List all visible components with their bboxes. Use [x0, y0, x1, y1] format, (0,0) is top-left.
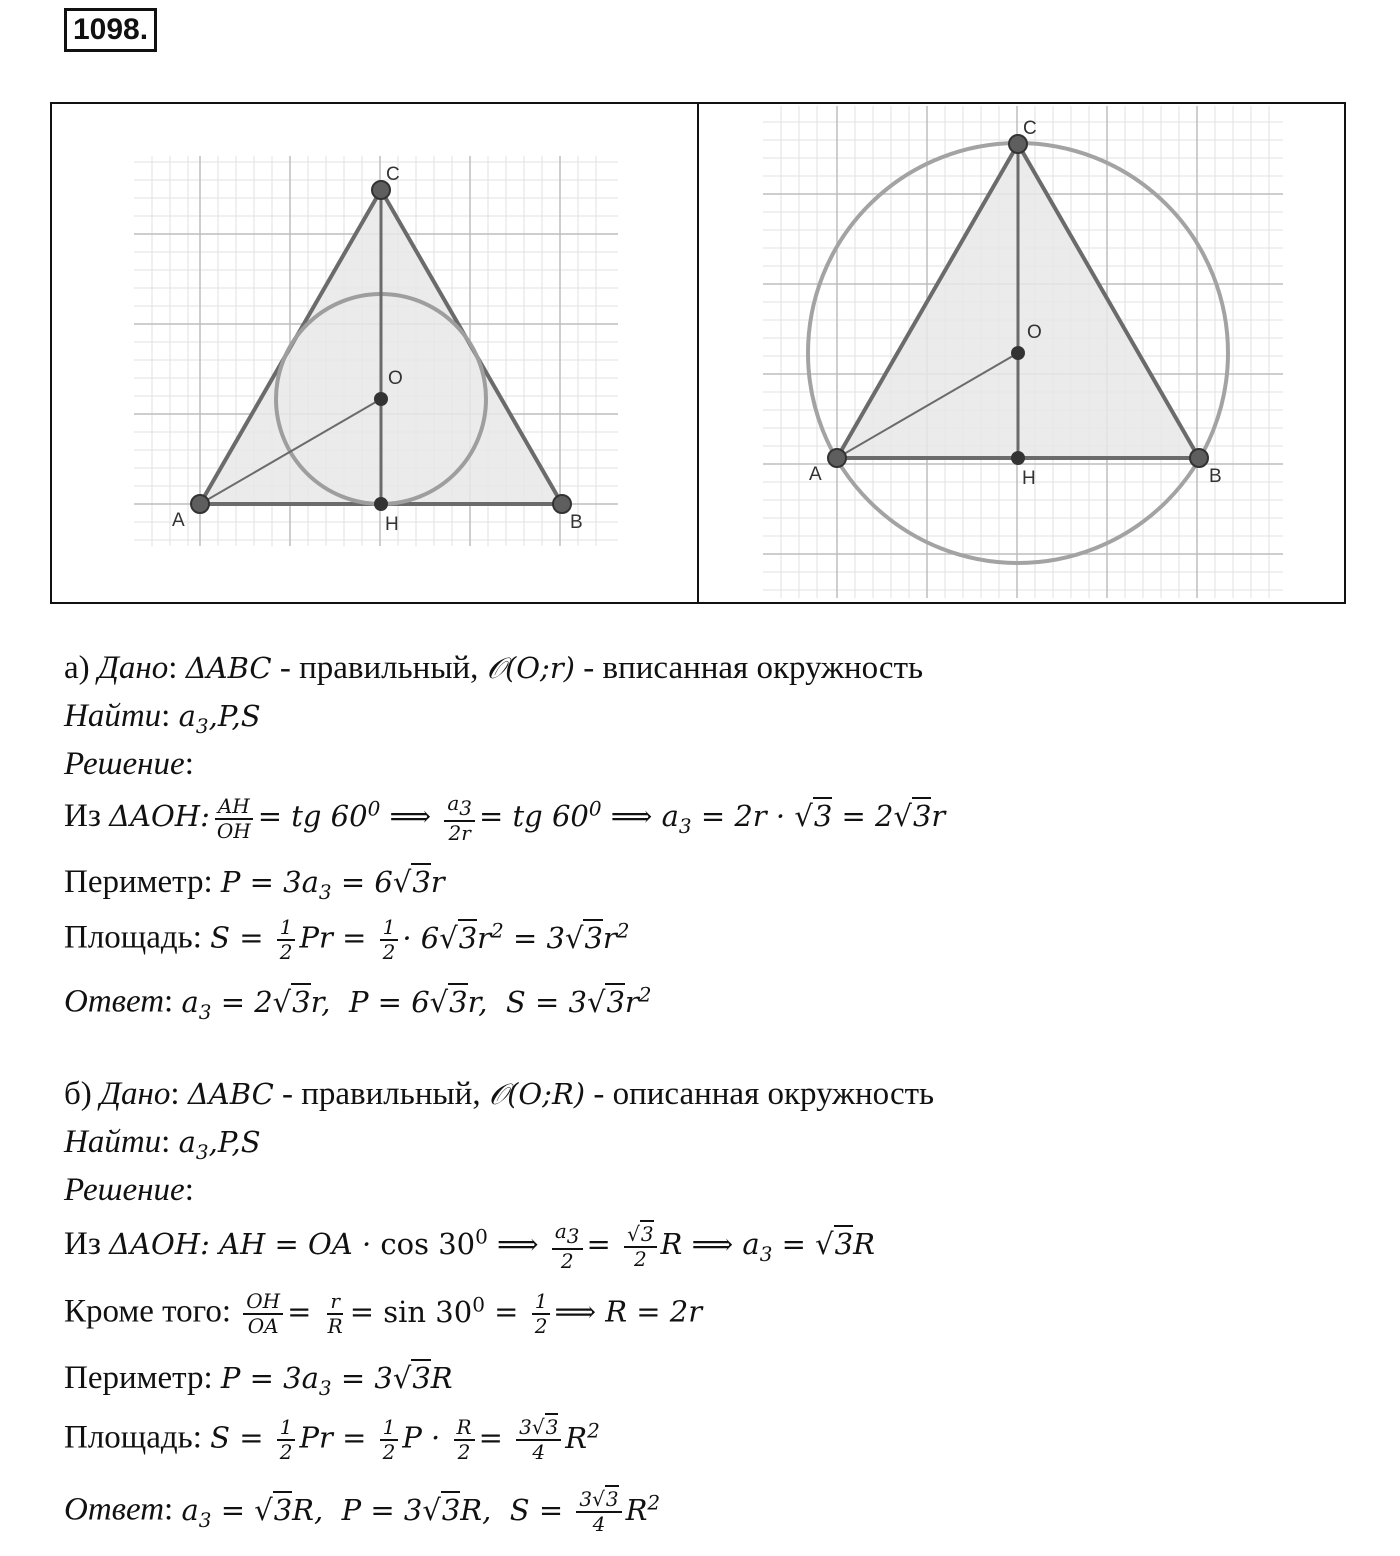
find-line-a: Найти: $a_3,P,S$: [64, 698, 261, 738]
label-c: C: [386, 164, 400, 185]
figure-circumscribed: [697, 104, 1344, 602]
point-h: [1011, 451, 1025, 465]
perimeter-line-a: Периметр: $P = 3a_3 = 6√3r$: [64, 864, 445, 904]
area-line-b: Площадь: S = $\frac{1}{2}$ Pr = $\frac{1}{2}$ P · $\frac{R}{2}$ = $\frac{3√3}{4}$ $R^2$: [64, 1415, 600, 1464]
given-label: Дано: [97, 650, 169, 686]
label-a: A: [809, 464, 822, 485]
problem-number: 1098.: [64, 8, 157, 52]
point-b: [553, 495, 571, 513]
label-a: A: [172, 510, 185, 531]
given-text: - правильный,: [279, 650, 479, 686]
solution-label-b: Решение:: [64, 1172, 194, 1208]
point-a: [828, 449, 846, 467]
figure-inscribed-svg: [52, 104, 698, 604]
perimeter-line-b: Периметр: $P = 3a_3 = 3√3R$: [64, 1360, 453, 1400]
point-h: [374, 497, 388, 511]
point-a: [191, 495, 209, 513]
label-c: C: [1023, 118, 1037, 139]
step-aoh-a: Из ΔAOH: $\frac{AH}{OH}$ = tg $60^0$ ⟹ $\frac{a_3}{2r}$ = tg $60^0$ ⟹ $a_3 = 2r \cdot √3 = 2√3r$: [64, 791, 946, 845]
label-b: B: [570, 512, 583, 533]
given-line-a: а) Дано: ΔABC - правильный, 𝒪(O;r) - вписанная окружность: [64, 650, 924, 686]
label-b: B: [1209, 466, 1222, 487]
point-o: [1011, 346, 1025, 360]
figure-circumscribed-svg: [699, 104, 1345, 604]
label-o: O: [388, 368, 403, 389]
figures-frame: [50, 102, 1346, 604]
figure-inscribed: [52, 104, 697, 602]
answer-line-b: Ответ: $a_3 = √3R$, P = 3√3R, S = $\frac{3√3}{4}$ $R^2$: [64, 1487, 661, 1536]
answer-line-a: Ответ: $a_3 = 2√3r$, P = 6√3r, $S = 3√3r^2$: [64, 982, 652, 1024]
label-h: H: [1022, 468, 1036, 489]
label-o: O: [1027, 322, 1042, 343]
given-tail: - вписанная окружность: [583, 650, 924, 686]
area-line-a: Площадь: S = $\frac{1}{2}$ Pr = $\frac{1}{2}$ · $6√3r^2 = 3√3r^2$: [64, 915, 630, 964]
part-a-prefix: а): [64, 650, 90, 686]
step-besides-b: Кроме того: $\frac{OH}{OA}$ = $\frac{r}{R}$ = $\sin 30^0$ = $\frac{1}{2}$ ⟹ R = 2r: [64, 1289, 703, 1338]
solution-label-a: Решение:: [64, 746, 194, 782]
find-label: Найти: [64, 698, 162, 734]
label-h: H: [385, 514, 399, 535]
point-o: [374, 392, 388, 406]
point-b: [1190, 449, 1208, 467]
step-aoh-b: Из ΔAOH: AH = OA · $\cos 30^0$ ⟹ $\frac{a_3}{2}$ = $\frac{√3}{2}$ R ⟹ $a_3 = √3R$: [64, 1219, 875, 1273]
given-line-b: б) Дано: ΔABC - правильный, 𝒪(O;R) - описанная окружность: [64, 1076, 935, 1112]
find-line-b: Найти: $a_3,P,S$: [64, 1124, 261, 1164]
